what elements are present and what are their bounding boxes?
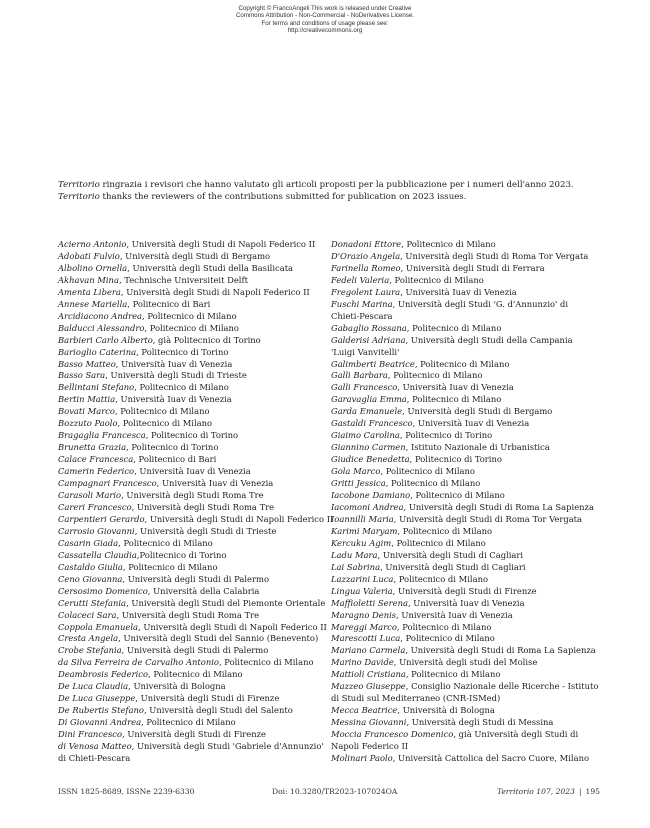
copyright-line: Copyright © FrancoAngeli This work is released under Creative [238,5,412,12]
reviewer-entry [58,370,343,382]
reviewer-entry [58,586,343,598]
reviewer-name: Galderisi Adriana [331,334,406,345]
reviewer-entry [58,514,343,526]
reviewer-name: Campagnari Francesco [58,478,157,489]
reviewer-affiliation: , Università degli Studi Roma Tre [116,609,260,620]
reviewer-name: Farinella Romeo [331,262,401,273]
reviewer-name: Lazzarini Luca [331,573,394,584]
reviewer-name: Fuschi Marina [331,298,393,309]
reviewer-affiliation: , Politecnico di Torino [136,346,229,357]
reviewer-affiliation: , Università degli Studi di Roma La Sapienza [403,501,594,512]
reviewer-affiliation: , Politecnico di Milano [405,669,501,680]
reviewer-affiliation: , Università Iuav di Venezia [115,358,233,369]
reviewer-affiliation: , Politecnico di Milano [410,490,505,501]
reviewer-name: Moccia Francesco Domenico [331,729,454,740]
reviewer-affiliation: , Università Iuav di Venezia [396,609,513,620]
reviewer-entry [331,645,616,657]
reviewer-name: Bragaglia Francesca [58,430,146,441]
reviewer-entry [58,717,343,729]
reviewer-name: Galli Francesco [331,382,398,393]
reviewer-entry [58,478,343,490]
reviewer-affiliation: , Politecnico di Milano [401,239,496,249]
reviewer-name: Galli Barbara [331,370,388,381]
reviewer-name: da Silva Ferreira de Carvalho Antonio [58,657,219,668]
reviewer-name: Cerutti Stefania [58,597,127,608]
reviewer-entry [331,753,616,765]
reviewer-entry [331,717,616,729]
reviewer-entry [58,622,343,634]
reviewer-entry [331,335,616,359]
reviewer-entry [58,382,343,394]
reviewer-name: Galimberti Beatrice [331,358,415,369]
reviewer-affiliation: , Politecnico di Milano [400,633,495,644]
reviewer-entry [331,394,616,406]
reviewer-name: Garavaglia Emma [331,394,407,405]
journal-name: Territorio [58,180,100,190]
reviewer-name: Basso Sara [58,370,106,381]
reviewer-name: Camerin Federico [58,466,135,477]
reviewer-affiliation: , Politecnico di Torino [399,430,493,441]
reviewer-entry [58,263,343,275]
reviewer-affiliation: , Università degli Studi Roma Tre [121,490,264,501]
reviewer-affiliation: , Università degli Studi Roma Tre [131,501,275,512]
reviewer-name: Donadoni Ettore [331,239,402,249]
reviewer-name: Messina Giovanni [331,717,407,728]
reviewer-affiliation: , Politecnico di Milano [134,382,229,393]
reviewer-name: Bellintani Stefano [58,382,135,393]
reviewer-name: di Venosa Matteo [58,741,132,752]
reviewer-entry [58,610,343,622]
doi: Doi: 10.3280/TR2023-107024OA [272,787,398,796]
copyright-line: For terms and conditions of usage please see: [261,19,389,27]
reviewer-affiliation: , Politecnico di Milano [387,370,483,381]
reviewer-affiliation: , Politecnico di Milano [144,322,239,333]
copyright-line: Commons Attribution - Non-Commercial - NoDerivatives License. [235,12,415,20]
reviewer-affiliation-continued: di Studi sul Mediterraneo (CNR-ISMed) [331,693,501,704]
reviewers-column-left [58,239,343,765]
reviewer-name: Basso Matteo [58,358,116,369]
reviewer-affiliation: , Università degli Studi di Palermo [122,573,270,584]
reviewer-affiliation: , Università degli Studi di Roma La Sapienza [405,645,596,656]
reviewer-name: Garda Emanuele [331,406,403,417]
reviewer-affiliation: , Politecnico di Torino [126,442,219,453]
reviewer-affiliation: , Università della Calabria [147,585,260,596]
reviewer-entry [331,323,616,335]
reviewer-affiliation: , Politecnico di Milano [122,561,218,572]
reviewer-affiliation: , già Università degli Studi di [453,729,579,740]
reviewer-affiliation: , Politecnico di Milano [148,669,243,680]
reviewer-entry [58,645,343,657]
reviewer-name: Annese Mariella [58,298,128,309]
reviewer-entry [331,598,616,610]
reviewer-name: De Luca Claudia [58,681,129,692]
reviewer-affiliation: , Politecnico di Milano [393,573,488,584]
reviewer-entry [58,669,343,681]
reviewer-affiliation-continued: Napoli Federico II [331,741,409,752]
reviewer-name: Gastaldi Francesco [331,418,413,429]
reviewer-affiliation: , Politecnico di Milano [396,621,492,632]
reviewer-entry [58,430,343,442]
reviewer-name: Fedeli Valeria [331,274,390,285]
reviewer-entry [58,239,343,251]
reviewer-entry [331,502,616,514]
journal-info [497,786,600,798]
reviewer-affiliation: , Politecnico di Milano [118,537,213,548]
reviewer-entry [331,490,616,502]
reviewer-name: Arcidiacono Andrea [58,310,143,321]
reviewer-affiliation: , Istituto Nazionale di Urbanistica [405,442,550,453]
reviewer-entry [331,418,616,430]
reviewer-entry [58,418,343,430]
reviewer-affiliation: , Università degli Studi di Palermo [121,645,269,656]
reviewer-entry [331,466,616,478]
reviewer-name: Marescotti Luca [331,633,401,644]
reviewer-entry [331,251,616,263]
reviewer-name: Maffioletti Serena [331,597,408,608]
reviewer-name: Coppola Emanuela [58,621,139,632]
reviewer-affiliation: , Università di Bologna [128,681,226,692]
reviewer-entry [331,586,616,598]
reviewer-affiliation: , Università degli Studi di Cagliari [377,549,524,560]
reviewer-entry [331,538,616,550]
reviewer-affiliation: , Politecnico di Milano [391,537,486,548]
reviewer-entry [58,562,343,574]
reviewer-name: Marino Davide [331,657,394,668]
reviewer-name: Amenta Libera [58,286,121,297]
reviewer-name: Castaldo Giulia [58,561,123,572]
reviewer-name: Crobe Stefania [58,645,122,656]
reviewer-entry [58,598,343,610]
reviewer-name: Bovati Marco [58,406,115,417]
reviewer-affiliation: , Università degli Studi 'G. d'Annunzio' di [392,298,569,309]
reviewer-affiliation: , Università degli Studi di Ferrara [400,262,545,273]
reviewer-name: Mecca Beatrice [331,705,398,716]
reviewer-entry [58,741,343,765]
reviewer-affiliation: , Politecnico di Milano [380,466,475,477]
reviewer-affiliation: , Politecnico di Torino [145,430,239,441]
reviewer-affiliation: , Università degli Studi di Trieste [105,370,247,381]
reviewer-name: Colaceci Sara [58,609,117,620]
reviewer-name: Lingua Valeria [331,585,393,596]
reviewer-name: Ceno Giovanna [58,573,123,584]
reviewer-affiliation: , Università degli Studi del Piemonte Orientale [126,597,326,608]
reviewer-entry [58,406,343,418]
reviewer-name: Carrosio Giovanni [58,525,135,536]
reviewer-entry [58,538,343,550]
reviewer-affiliation: , Università degli Studi di Roma Tor Vergata [393,513,583,524]
reviewer-affiliation: , Politecnico di Bari [133,454,217,465]
reviewer-name: Iacomoni Andrea [331,501,404,512]
reviewer-name: Barbieri Carlo Alberto [58,334,153,345]
reviewer-entry [331,430,616,442]
reviewer-name: Molinari Paolo [331,752,393,763]
reviewer-name: Deambrosis Federico [58,669,148,680]
reviewer-affiliation: , Università degli Studi di Napoli Federico II [138,621,327,632]
reviewer-name: Acierno Antonio [58,239,127,249]
reviewer-name: Kercuku Agim [331,537,392,548]
reviewer-entry [58,681,343,693]
separator: | [578,787,582,796]
reviewer-affiliation: , Università Iuav di Venezia [407,597,525,608]
reviewer-name: Carpentieri Gerardo [58,513,145,524]
reviewer-name: Albolino Ornella [58,262,128,273]
reviewer-affiliation: , Consiglio Nazionale delle Ricerche - Istituto [405,681,599,692]
reviewer-affiliation: , Università Iuav di Venezia [156,478,274,489]
reviewer-entry [331,657,616,669]
reviewer-name: Cersosimo Domenico [58,585,148,596]
reviewer-name: D'Orazio Angela [331,250,401,261]
reviewer-name: Casarin Giada [58,537,119,548]
page-number: 195 [585,787,600,796]
reviewer-entry [331,442,616,454]
reviewer-affiliation: , Università degli Studi di Trieste [134,525,277,536]
reviewer-name: Dini Francesco [58,729,123,740]
reviewer-affiliation: , Università degli Studi di Roma Tor Vergata [400,250,589,261]
reviewer-entry [58,466,343,478]
intro-text: thanks the reviewers of the contributions submitted for publication on 2023 issues. [99,192,467,203]
intro-english [58,191,618,203]
reviewer-affiliation: , Università di Bologna [397,705,495,716]
intro-italian [58,179,618,191]
reviewer-affiliation: , Politecnico di Milano [414,358,510,369]
reviewer-entry [58,705,343,717]
reviewer-entry [331,370,616,382]
reviewer-name: Adobati Fulvio [58,250,120,261]
reviewer-entry [331,669,616,681]
reviewer-affiliation: , Politecnico di Torino [409,454,502,465]
journal-name: Territorio [496,787,534,796]
reviewer-entry [58,729,343,741]
reviewer-affiliation: , Università degli Studi di Napoli Federico II [120,286,310,297]
reviewer-affiliation: , Università degli Studi 'Gabriele d'Annunzio' [131,741,324,752]
reviewer-name: Gola Marco [331,466,381,477]
reviewer-entry [58,633,343,645]
reviewer-name: Carasoli Mario [58,490,122,501]
reviewer-entry [331,514,616,526]
reviewer-entry [331,287,616,299]
reviewer-entry [58,454,343,466]
reviewer-entry [331,729,616,753]
reviewer-entry [331,574,616,586]
reviewer-name: Lai Sabrina [331,561,381,572]
reviewer-affiliation: , Università degli Studi di Cagliari [380,561,526,572]
reviewer-entry [331,263,616,275]
reviewer-name: Bertin Mattia [58,394,116,405]
reviewer-affiliation: , Università degli Studi di Bergamo [402,406,553,417]
reviewer-entry [331,550,616,562]
copyright-url: http://creativecommons.org [287,27,363,35]
reviewer-name: Brunetta Grazia [58,442,127,453]
reviewer-entry [58,251,343,263]
reviewer-entry [58,550,343,562]
reviewer-name: Mareggi Marco [331,621,397,632]
reviewer-entry [58,693,343,705]
reviewer-name: Iacobone Damiano [331,490,411,501]
reviewer-affiliation: , Politecnico di Milano [142,310,237,321]
reviewer-name: Ioannilli Maria [331,513,394,524]
reviewer-entry [331,705,616,717]
reviewer-affiliation: , Politecnico di Bari [127,298,211,309]
reviewer-entry [331,454,616,466]
reviewer-affiliation: , Politecnico di Milano [141,717,236,728]
copyright-notice [0,5,650,35]
reviewer-name: Giudice Benedetta [331,454,410,465]
reviewer-entry [331,406,616,418]
reviewer-entry [331,610,616,622]
reviewer-affiliation: , Università degli Studi di Napoli Federico II [126,239,316,249]
reviewer-affiliation: , Università Iuav di Venezia [412,418,530,429]
reviewer-entry [331,633,616,645]
reviewer-entry [58,442,343,454]
reviewer-entry [331,681,616,705]
reviewer-affiliation: , Università degli Studi di Napoli Federico II [144,513,334,524]
reviewer-name: Fregolent Laura [331,286,401,297]
reviewer-affiliation: , Università Iuav di Venezia [400,286,517,297]
reviewer-name: Gritti Jessica [331,478,386,489]
intro-text: ringrazia i revisori che hanno valutato gli articoli proposti per la pubblicazione per i numeri dell'anno 2023. [99,180,574,190]
reviewer-affiliation-continued: di Chieti-Pescara [58,752,131,763]
reviewer-affiliation: , Politecnico di Milano [389,274,484,285]
reviewer-entry [331,359,616,371]
reviewer-entry [58,526,343,538]
reviewer-affiliation: , Politecnico di Milano [218,657,314,668]
reviewer-affiliation: , Università degli studi del Molise [393,657,538,668]
issue-number: 107, 2023 [536,787,575,796]
reviewer-entry [331,478,616,490]
reviewer-affiliation: , Università degli Studi di Firenze [392,585,537,596]
reviewer-entry [58,490,343,502]
reviewer-affiliation: , Politecnico di Milano [385,478,481,489]
page-footer [58,786,598,798]
reviewer-affiliation: , Università degli Studi di Firenze [135,693,280,704]
reviewer-entry [331,299,616,323]
reviewer-entry [58,347,343,359]
reviewer-name: Mariano Carmela [331,645,406,656]
reviewer-affiliation: , Università degli Studi di Messina [406,717,554,728]
reviewer-entry [58,287,343,299]
reviewer-name: Mattioli Cristiana [331,669,406,680]
reviewer-affiliation: , già Politecnico di Torino [152,334,261,345]
reviewer-affiliation: , Università degli Studi del Sannio (Benevento) [118,633,319,644]
journal-name: Territorio [58,192,100,203]
reviewer-entry [331,382,616,394]
reviewer-name: Barioglio Caterina [58,346,137,357]
reviewer-affiliation: , Università degli Studi della Basilicata [127,262,294,273]
reviewer-entry [58,299,343,311]
reviewer-affiliation: , Università degli Studi di Firenze [122,729,266,740]
reviewer-name: Balducci Alessandro [58,322,145,333]
reviewer-affiliation: , Politecnico di Milano [406,394,502,405]
reviewer-affiliation-continued: 'Luigi Vanvitelli' [331,346,400,357]
reviewer-affiliation: , Politecnico di Milano [117,418,213,429]
reviewer-entry [58,275,343,287]
reviewer-entry [58,394,343,406]
reviewer-affiliation: , Università degli Studi di Bergamo [119,250,271,261]
reviewer-entry [331,562,616,574]
reviewer-name: Cresta Angela [58,633,119,644]
issn: ISSN 1825-8689, ISSNe 2239-6330 [58,787,195,796]
reviewer-entry [58,359,343,371]
reviewer-entry [58,311,343,323]
reviewer-entry [331,275,616,287]
reviewer-affiliation-continued: Chieti-Pescara [331,310,393,321]
reviewer-name: Giaimo Carolina [331,430,400,441]
reviewer-entry [58,335,343,347]
reviewer-name: De Luca Giuseppe [58,693,136,704]
reviewer-entry [331,622,616,634]
reviewers-column-right [331,239,616,765]
reviewer-affiliation: , Politecnico di Milano [406,322,502,333]
reviewer-name: Akhavan Mina [58,274,119,285]
reviewer-name: Ladu Mara [331,549,378,560]
reviewer-entry [58,323,343,335]
reviewer-name: Di Giovanni Andrea [58,717,142,728]
reviewer-affiliation: , Università degli Studi della Campania [405,334,573,345]
reviewer-affiliation: ,Politecnico di Torino [136,549,227,560]
reviewer-entry [331,239,616,251]
reviewer-name: Bozzuto Paolo [58,418,118,429]
reviewer-name: Mazzeo Giuseppe [331,681,406,692]
reviewer-affiliation: , Università Iuav di Venezia [115,394,232,405]
reviewer-name: Maragno Denis [331,609,397,620]
reviewer-name: Careri Francesco [58,501,132,512]
reviewer-entry [58,574,343,586]
reviewer-affiliation: , Università Cattolica del Sacro Cuore, Milano [392,752,590,763]
reviewer-entry [58,657,343,669]
reviewer-name: De Rubertis Stefano [58,705,144,716]
reviewer-affiliation: , Università Iuav di Venezia [397,382,514,393]
reviewer-entry [58,502,343,514]
intro-paragraph [58,179,618,204]
reviewer-affiliation: , Politecnico di Milano [397,525,493,536]
reviewer-name: Giannino Carmen [331,442,406,453]
reviewer-affiliation: , Università degli Studi del Salento [143,705,293,716]
reviewer-name: Karimi Maryam [331,525,398,536]
reviewer-affiliation: , Politecnico di Milano [114,406,210,417]
reviewer-name: Cassatella Claudia [58,549,137,560]
reviewer-name: Gabaglio Rossana [331,322,407,333]
reviewer-affiliation: , Università Iuav di Venezia [134,466,251,477]
reviewer-name: Calace Francesca [58,454,134,465]
reviewer-entry [331,526,616,538]
reviewer-affiliation: , Technische Universiteit Delft [118,274,248,285]
